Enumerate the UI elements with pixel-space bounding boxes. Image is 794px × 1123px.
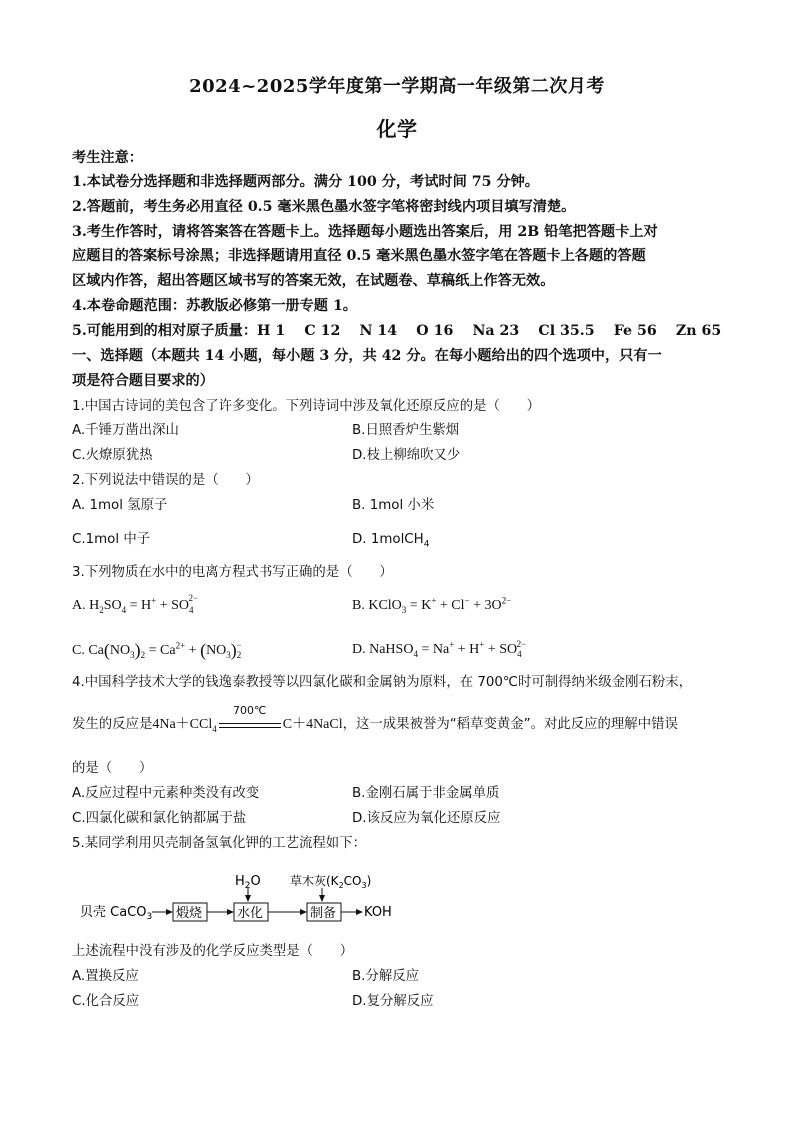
question-2-option-a: A. 1mol 氢原子	[72, 498, 168, 513]
question-4-equation-line: 发生的反应是4Na＋CCl$_4$ 700℃ C＋4NaCl，这一成果被誉为“稻草变黄金”。对此反应的理解中错误	[72, 704, 678, 734]
question-5-option-d: D.复分解反应	[352, 994, 434, 1009]
question-4-stem: 4.中国科学技术大学的钱逸泰教授等以四氯化碳和金属钠为原料，在 700℃时可制得纳米级金刚石粉末，	[72, 675, 693, 690]
notice-item-1: 1.本试卷分选择题和非选择题两部分。满分 100 分，考试时间 75 分钟。	[72, 174, 539, 190]
notice-item-5: 5.可能用到的相对原子质量：H 1 C 12 N 14 O 16 Na 23 Cl 35.5 Fe 56 Zn 65	[72, 323, 722, 339]
flow-input-plant-ash: 草木灰$(K_2CO_3)$	[290, 874, 372, 890]
flow-input-water: $H_2O$	[235, 874, 261, 891]
question-4-option-b: B.金刚石属于非金属单质	[352, 786, 500, 801]
question-2-option-b: B. 1mol 小米	[352, 498, 435, 513]
notice-item-3: 3.考生作答时，请将答案答在答题卡上。选择题每小题选出答案后，用 2B 铅笔把答题卡上对	[72, 224, 658, 240]
notice-item-3-cont: 应题目的答案标号涂黑；非选择题请用直径 0.5 毫米黑色墨水签字笔在答题卡上各题的答题	[72, 248, 646, 264]
section-heading: 一、选择题（本题共 14 小题，每小题 3 分，共 42 分。在每小题给出的四个选项中，只有一	[72, 348, 662, 364]
question-1-option-b: B.日照香炉生紫烟	[352, 423, 460, 438]
notice-item-4: 4.本卷命题范围：苏教版必修第一册专题 1。	[72, 298, 357, 314]
question-2-option-c: C.1mol 中子	[72, 532, 151, 547]
notice-heading: 考生注意：	[72, 150, 143, 166]
notice-item-2: 2.答题前，考生务必用直径 0.5 毫米黑色墨水签字笔将密封线内项目填写清楚。	[72, 199, 576, 215]
question-3-option-b: B. KClO$_3$ = $K^+ + Cl^- + 3O^{2-}$	[352, 595, 512, 615]
flow-step-1: 煅烧	[176, 906, 203, 921]
question-3-option-a: A. $H_2SO_4 = H^+ + SO_4^{2-}$	[72, 593, 199, 615]
question-3-option-d: D. NaHSO$_4$ = $Na^+ + H^+ + SO_4^{2-}$	[352, 639, 527, 659]
flow-step-3: 制备	[310, 906, 337, 921]
question-5-option-b: B.分解反应	[352, 969, 420, 984]
exam-title: 2024~2025学年度第一学期高一年级第二次月考	[189, 76, 605, 97]
question-4-option-a: A.反应过程中元素种类没有改变	[72, 786, 260, 801]
question-4-option-c: C.四氯化碳和氯化钠都属于盐	[72, 811, 247, 826]
question-2-option-d: D. 1molCH$_4$	[352, 532, 430, 550]
question-5-option-c: C.化合反应	[72, 994, 140, 1009]
question-1-option-d: D.枝上柳绵吹又少	[352, 448, 461, 463]
question-1-option-c: C.火燎原犹热	[72, 448, 153, 463]
section-heading-cont: 项是符合题目要求的）	[72, 373, 214, 389]
question-3-stem: 3.下列物质在水中的电离方程式书写正确的是（ ）	[72, 565, 393, 580]
subject-title: 化学	[376, 117, 418, 141]
flow-end-label: KOH	[364, 905, 392, 920]
question-4-option-d: D.该反应为氧化还原反应	[352, 811, 501, 826]
question-5-stem: 5.某同学利用贝壳制备氢氧化钾的工艺流程如下：	[72, 836, 366, 851]
question-2-stem: 2.下列说法中错误的是（ ）	[72, 473, 259, 488]
question-5-option-a: A.置换反应	[72, 969, 139, 984]
question-1-option-a: A.千锤万凿出深山	[72, 423, 179, 438]
question-4-stem-end: 的是（ ）	[72, 761, 153, 776]
flow-step-2: 水化	[237, 906, 264, 921]
question-3-option-c: C. $Ca(NO_3)_2 = Ca^{2+} + (NO_3)_2^-$	[72, 640, 242, 660]
notice-item-3-cont2: 区域内作答，超出答题区域书写的答案无效，在试题卷、草稿纸上作答无效。	[72, 273, 555, 289]
question-1-stem: 1.中国古诗词的美包含了许多变化。下列诗词中涉及氧化还原反应的是（ ）	[72, 399, 541, 414]
process-flow-diagram	[72, 868, 412, 928]
flow-start-label: 贝壳 CaCO$_3$	[80, 905, 153, 922]
question-5-question: 上述流程中没有涉及的化学反应类型是（ ）	[72, 944, 354, 959]
reaction-condition: 700℃	[219, 715, 281, 728]
